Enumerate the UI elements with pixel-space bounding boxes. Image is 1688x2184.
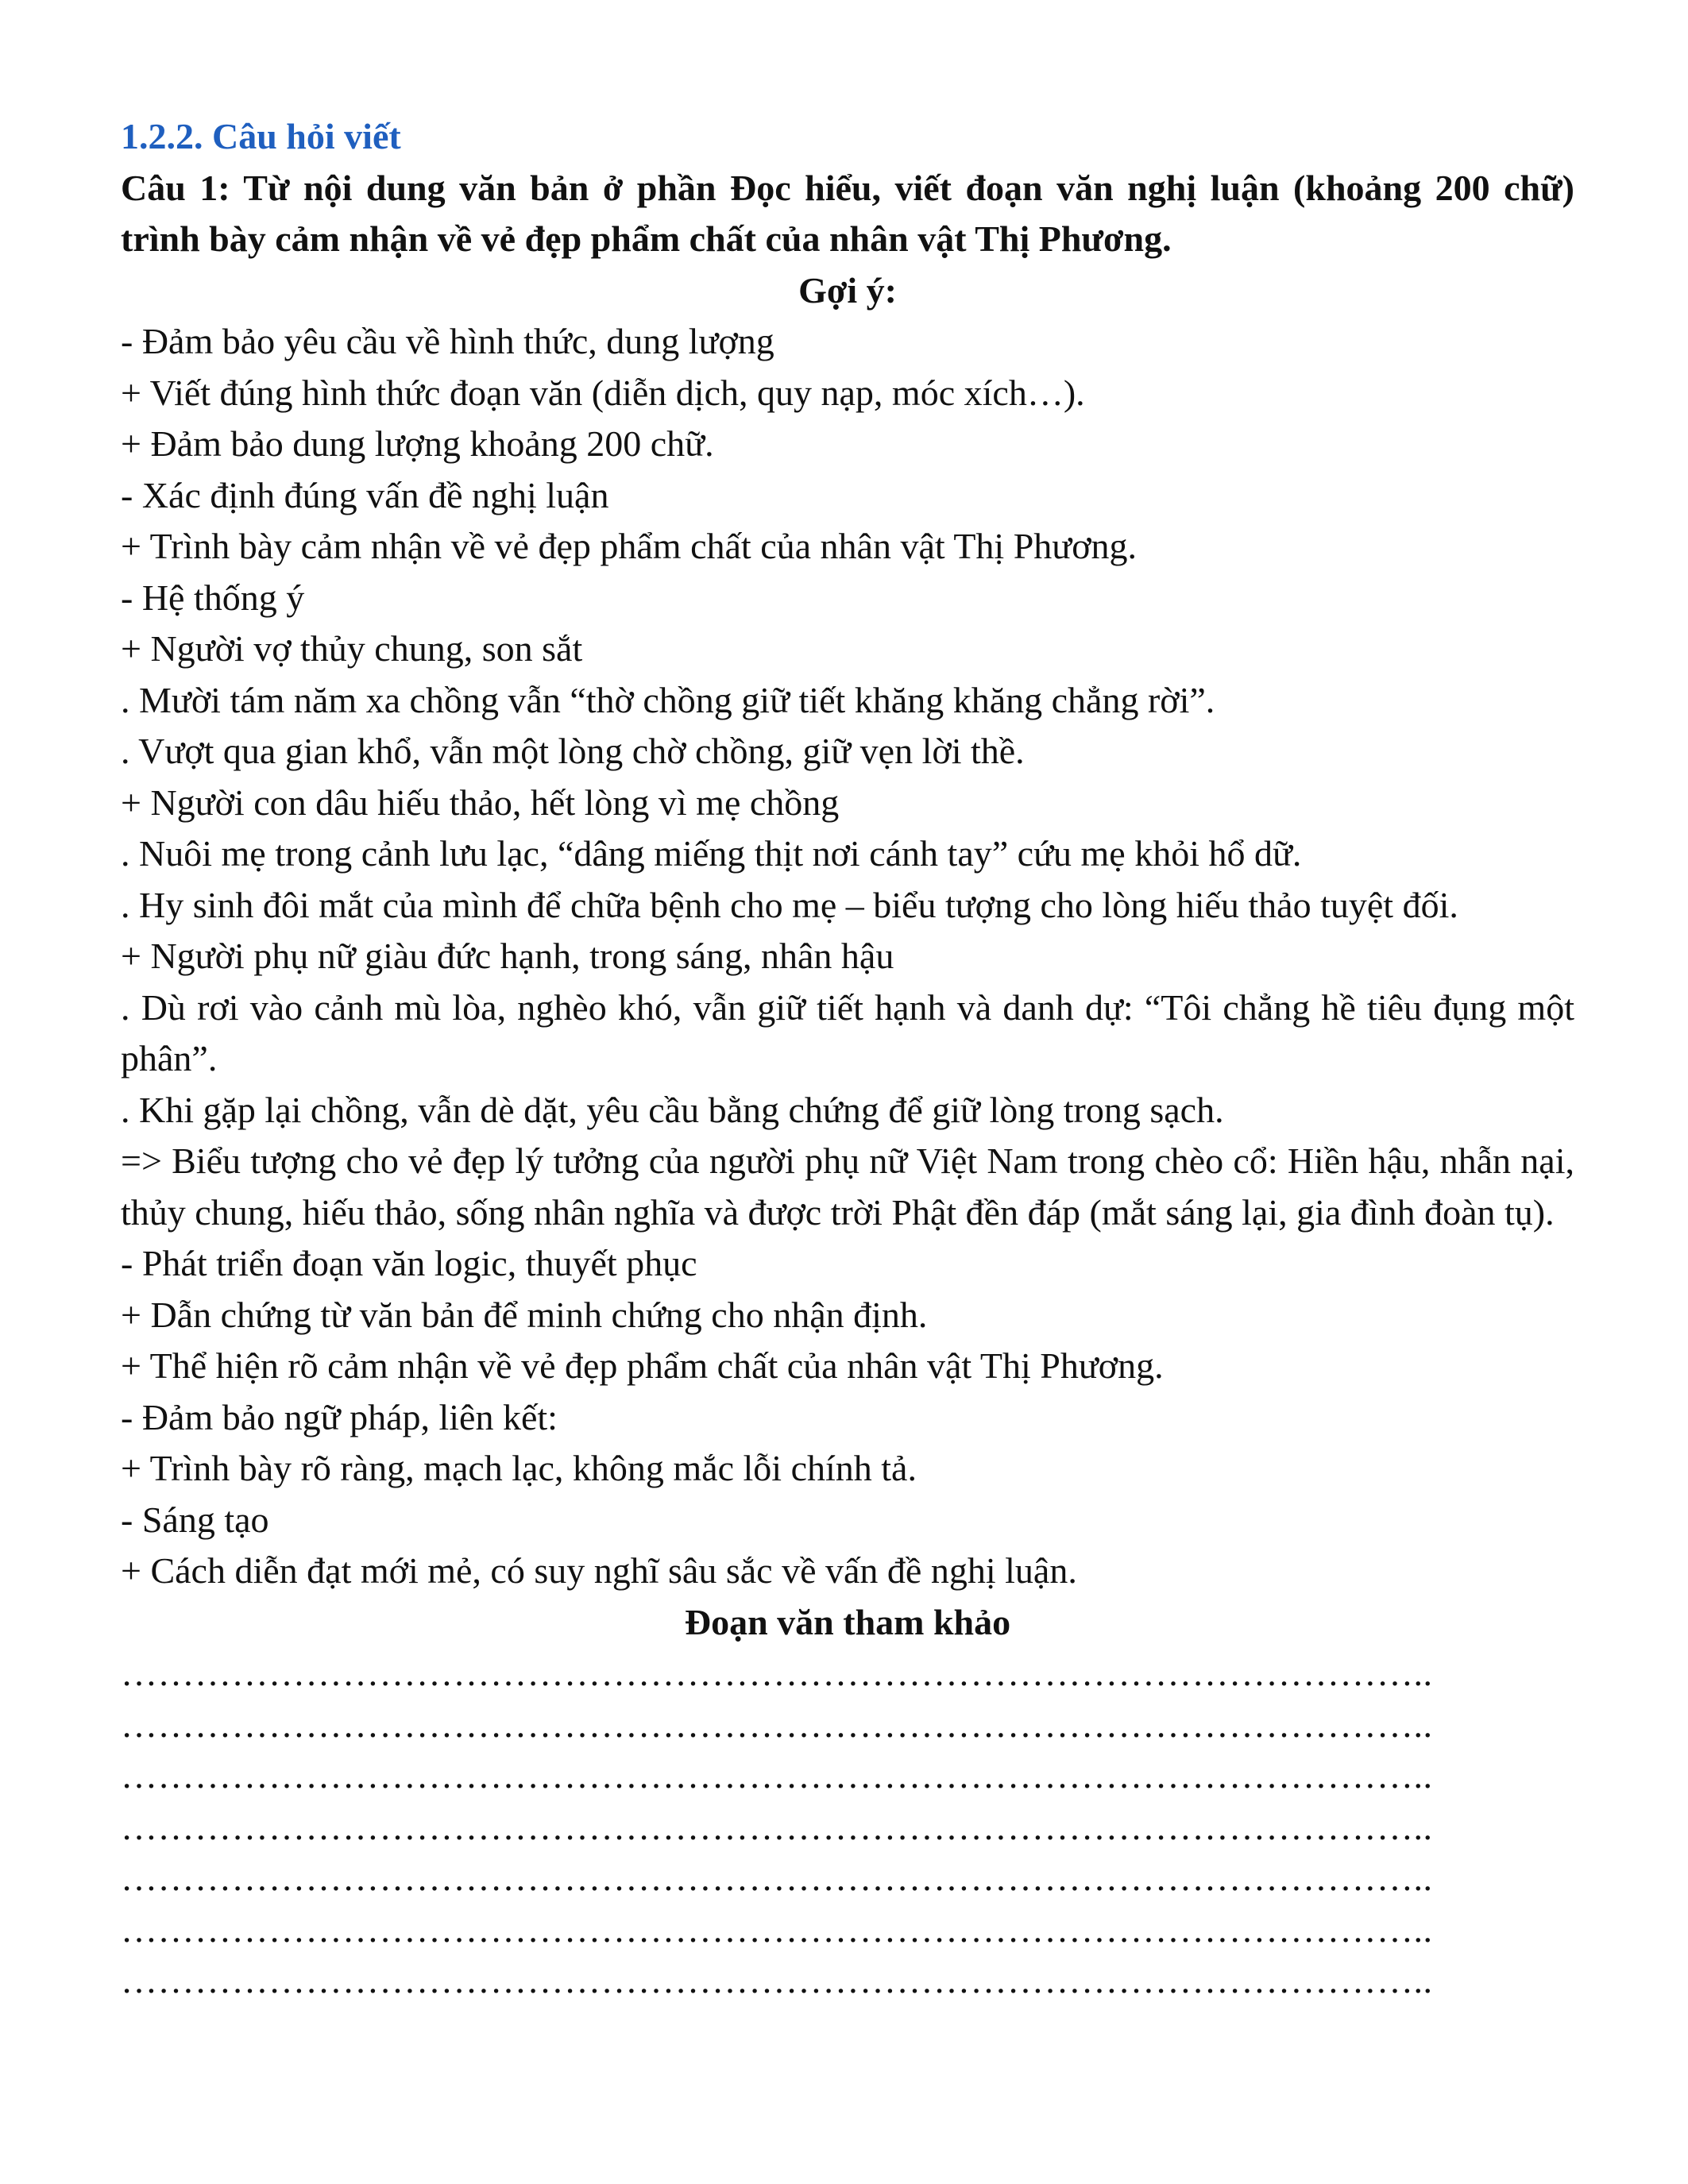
hint-line: + Đảm bảo dung lượng khoảng 200 chữ. [121, 423, 714, 464]
hint-line: + Dẫn chứng từ văn bản để minh chứng cho nhận định. [121, 1294, 928, 1335]
hint-conclusion: => Biểu tượng cho vẻ đẹp lý tưởng của người phụ nữ Việt Nam trong chèo cổ: Hiền hậu, nhẫn nại, thủy chung, hiếu thảo, sống nhân nghĩa và được trời Phật đền đáp (mắt sáng lại, gia đình đoàn tụ). [121, 1140, 1574, 1233]
hint-line: + Người vợ thủy chung, son sắt [121, 628, 583, 669]
hint-line: . Nuôi mẹ trong cảnh lưu lạc, “dâng miếng thịt nơi cánh tay” cứu mẹ khỏi hổ dữ. [121, 833, 1302, 874]
reference-title: Đoạn văn tham khảo [684, 1601, 1011, 1642]
hint-line: . Mười tám năm xa chồng vẫn “thờ chồng giữ tiết khăng khăng chẳng rời”. [121, 679, 1215, 720]
hint-line: + Viết đúng hình thức đoạn văn (diễn dịch, quy nạp, móc xích…). [121, 372, 1085, 413]
answer-dotted-line: …………………………………………………………………………………………….. [121, 1960, 1433, 2001]
hint-line: - Đảm bảo ngữ pháp, liên kết: [121, 1396, 558, 1437]
section-title: 1.2.2. Câu hỏi viết [121, 116, 401, 156]
hint-line: - Hệ thống ý [121, 577, 305, 618]
hint-title: Gợi ý: [798, 269, 897, 311]
answer-dotted-line: …………………………………………………………………………………………….. [121, 1858, 1433, 1898]
answer-dotted-line: …………………………………………………………………………………………….. [121, 1806, 1433, 1847]
hint-line: - Phát triển đoạn văn logic, thuyết phục [121, 1243, 697, 1283]
hint-line: . Dù rơi vào cảnh mù lòa, nghèo khó, vẫn giữ tiết hạnh và danh dự: “Tôi chẳng hề tiêu đụng một phân”. [121, 986, 1574, 1078]
question-text: Câu 1: Từ nội dung văn bản ở phần Đọc hiểu, viết đoạn văn nghị luận (khoảng 200 chữ) trình bày cảm nhận về vẻ đẹp phẩm chất của nhân vật Thị Phương. [121, 167, 1574, 259]
hint-line: - Sáng tạo [121, 1499, 269, 1540]
hint-line: . Hy sinh đôi mắt của mình để chữa bệnh cho mẹ – biểu tượng cho lòng hiếu thảo tuyệt đối. [121, 884, 1458, 925]
answer-dotted-line: …………………………………………………………………………………………….. [121, 1755, 1433, 1796]
hint-line: + Trình bày rõ ràng, mạch lạc, không mắc lỗi chính tả. [121, 1448, 917, 1488]
hint-line: - Xác định đúng vấn đề nghị luận [121, 474, 609, 515]
answer-dotted-line: …………………………………………………………………………………………….. [121, 1704, 1433, 1745]
hint-line: + Người con dâu hiếu thảo, hết lòng vì mẹ chồng [121, 781, 840, 823]
answer-dotted-line: …………………………………………………………………………………………….. [121, 1653, 1433, 1693]
hint-line: . Vượt qua gian khổ, vẫn một lòng chờ chồng, giữ vẹn lời thề. [121, 731, 1025, 771]
hint-line: + Người phụ nữ giàu đức hạnh, trong sáng, nhân hậu [121, 936, 894, 976]
hint-line: - Đảm bảo yêu cầu về hình thức, dung lượng [121, 321, 774, 361]
answer-dotted-line: …………………………………………………………………………………………….. [121, 1908, 1433, 1950]
hint-line: . Khi gặp lại chồng, vẫn dè dặt, yêu cầu bằng chứng để giữ lòng trong sạch. [121, 1089, 1224, 1130]
document-page [121, 111, 1574, 2007]
hint-line: + Trình bày cảm nhận về vẻ đẹp phẩm chất của nhân vật Thị Phương. [121, 526, 1138, 566]
hint-line: + Thể hiện rõ cảm nhận về vẻ đẹp phẩm chất của nhân vật Thị Phương. [121, 1345, 1164, 1386]
hint-line: + Cách diễn đạt mới mẻ, có suy nghĩ sâu sắc về vấn đề nghị luận. [121, 1550, 1077, 1591]
